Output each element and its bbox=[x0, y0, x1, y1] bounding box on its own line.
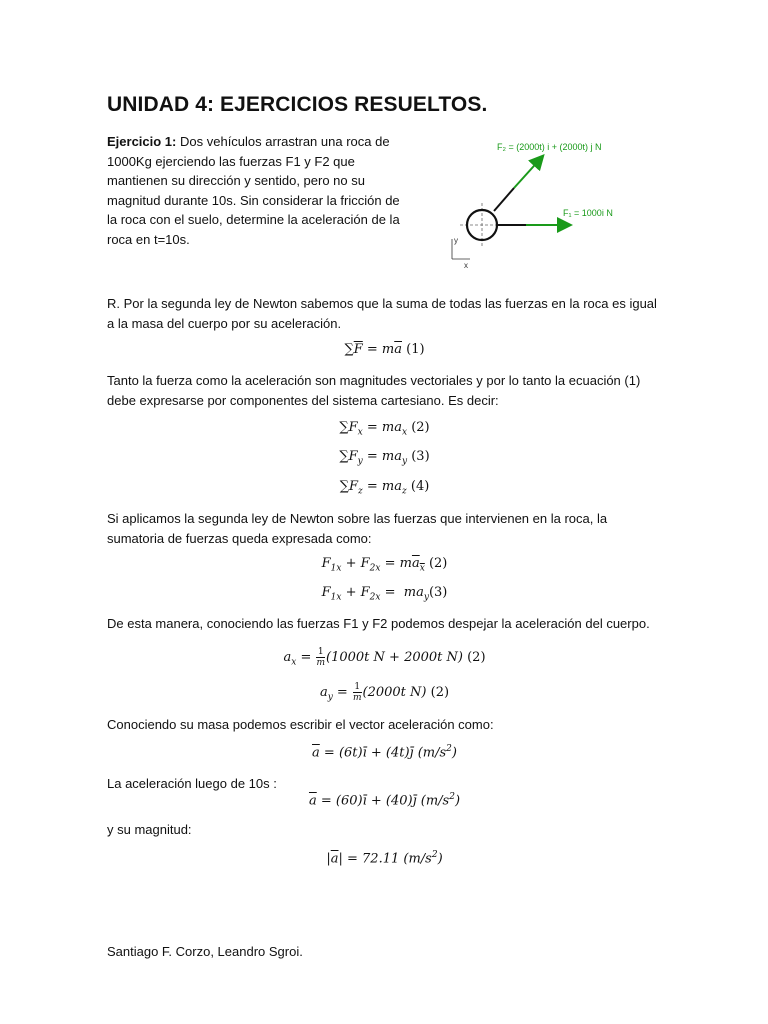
exercise-text: Dos vehículos arrastran una roca de 1000Kg ejerciendo las fuerzas F1 y F2 que mantienen su dirección y sentido, pero no su magnitud durante 10s. Sin considerar la fricción de la roca con el suelo, determine la aceleración de la roca en t=10s. bbox=[107, 134, 400, 247]
eq9-body: = (6t)ī + (4t)j̄ (m/s bbox=[323, 745, 447, 761]
axis-y-label: y bbox=[454, 236, 458, 245]
paragraph-magnitude: y su magnitud: bbox=[107, 822, 192, 837]
exercise-label: Ejercicio 1: bbox=[107, 134, 177, 149]
equation-4: $\sum F_z = ma_z$ (4) bbox=[339, 479, 430, 497]
eq6-tag: (3) bbox=[428, 585, 448, 600]
eq11-body: = 72.11 (m/s bbox=[347, 851, 432, 867]
f2-label: F₂ = (2000t) i + (2000t) j N bbox=[497, 142, 602, 152]
eq1-tag: (1) bbox=[406, 342, 425, 357]
axis-x-label: x bbox=[464, 261, 468, 270]
eq7-body: (1000t N + 2000t N) bbox=[326, 650, 463, 665]
eq7-tag: (2) bbox=[467, 650, 486, 665]
paragraph-after-10s: La aceleración luego de 10s : bbox=[107, 776, 277, 791]
eq8-body: (2000t N) bbox=[362, 685, 427, 700]
equation-7: $a_x$ = $\frac{1}{m}$ (1000t N + 2000t N) (2) bbox=[283, 647, 486, 668]
paragraph-solve: De esta manera, conociendo las fuerzas F1 y F2 podemos despejar la aceleración del cuerpo. bbox=[107, 616, 650, 631]
eq3-tag: (3) bbox=[411, 449, 430, 464]
equation-2: $\sum F_x = ma_x$ (2) bbox=[339, 420, 430, 438]
equation-6: $F_{1x} + F_{2x} = ma_y(3)$ bbox=[321, 585, 448, 603]
f1-label: F₁ = 1000i N bbox=[563, 208, 613, 218]
eq8-tag: (2) bbox=[430, 685, 450, 700]
rope-f2 bbox=[494, 188, 514, 211]
equation-3: $\sum F_y = ma_y$ (3) bbox=[339, 449, 430, 467]
eq10-body: = (60)ī + (40)j̄ (m/s bbox=[320, 793, 450, 809]
arrow-f2 bbox=[514, 157, 542, 188]
force-diagram bbox=[440, 135, 650, 275]
eq4-tag: (4) bbox=[410, 479, 430, 494]
eq5-tag: (2) bbox=[428, 556, 448, 571]
footer-authors: Santiago F. Corzo, Leandro Sgroi. bbox=[107, 944, 303, 959]
equation-8: $a_y$ = $\frac{1}{m}$ (2000t N) (2) bbox=[319, 682, 450, 703]
exercise-statement bbox=[107, 132, 407, 249]
paragraph-sum-forces: Si aplicamos la segunda ley de Newton sobre las fuerzas que intervienen en la roca, la sumatoria de fuerzas queda expresada como: bbox=[107, 511, 608, 546]
page-title: UNIDAD 4: EJERCICIOS RESUELTOS. bbox=[107, 93, 488, 116]
paragraph-components: Tanto la fuerza como la aceleración son magnitudes vectoriales y por lo tanto la ecuación (1) debe expresarse por componentes del sistema cartesiano. Es decir: bbox=[107, 373, 641, 408]
paragraph-newton: R. Por la segunda ley de Newton sabemos que la suma de todas las fuerzas en la roca es igual a la masa del cuerpo por su aceleración. bbox=[107, 296, 657, 331]
equation-9: $\overline{a}$ = (6t)ī + (4t)j̄ $(m/s^2)$ bbox=[312, 744, 457, 761]
equation-1: $\sum\overline{F} = m\overline{a}$ (1) bbox=[344, 342, 425, 357]
equation-10: $\overline{a}$ = (60)ī + (40)j̄ $(m/s^2)$ bbox=[308, 792, 461, 809]
equation-11: $|\overline{a}| = 72.11$ $(m/s^2)$ bbox=[326, 850, 443, 867]
equation-5: $F_{1x} + F_{2x} = ma_x$ (2) bbox=[321, 556, 448, 574]
eq2-tag: (2) bbox=[411, 420, 430, 435]
paragraph-acceleration-vector: Conociendo su masa podemos escribir el vector aceleración como: bbox=[107, 717, 494, 732]
